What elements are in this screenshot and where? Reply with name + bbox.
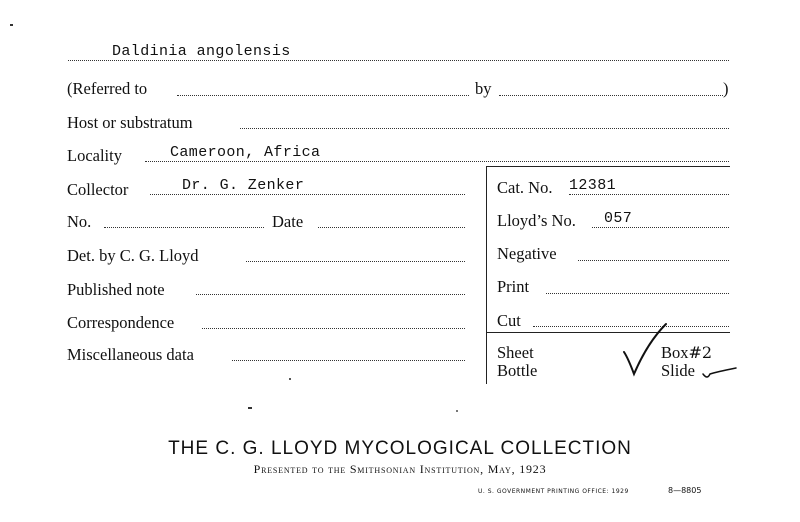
box-left-rule xyxy=(486,166,487,384)
no-line xyxy=(104,227,264,228)
locality-line xyxy=(145,161,729,162)
published-label: Published note xyxy=(67,280,165,299)
collector-label: Collector xyxy=(67,180,129,199)
cat-line xyxy=(569,194,729,195)
negative-label: Negative xyxy=(497,244,557,263)
species-line xyxy=(68,60,729,61)
slide-label: Slide xyxy=(661,361,695,380)
date-label: Date xyxy=(272,212,304,231)
collector-value: Dr. G. Zenker xyxy=(182,177,305,194)
collector-line xyxy=(150,194,465,195)
by-line xyxy=(499,95,723,96)
no-label: No. xyxy=(67,212,92,231)
referred-to-line xyxy=(177,95,469,96)
print-line xyxy=(546,293,729,294)
scan-speck xyxy=(10,24,13,26)
lloyd-value: 057 xyxy=(604,210,633,227)
misc-label: Miscellaneous data xyxy=(67,345,194,364)
form-number: 8—8805 xyxy=(668,486,702,495)
box-label-text: Box xyxy=(661,343,689,362)
cat-label: Cat. No. xyxy=(497,178,553,197)
correspondence-line xyxy=(202,328,465,329)
collection-title: THE C. G. LLOYD MYCOLOGICAL COLLECTION xyxy=(168,438,632,459)
scan-speck xyxy=(248,407,252,409)
lloyd-label: Lloyd’s No. xyxy=(497,211,576,230)
bottle-label: Bottle xyxy=(497,361,538,380)
det-label: Det. by C. G. Lloyd xyxy=(67,246,199,265)
printer-note: U. S. GOVERNMENT PRINTING OFFICE: 1929 xyxy=(478,488,629,495)
box-cut-rule xyxy=(486,332,730,333)
species-name: Daldinia angolensis xyxy=(112,43,291,60)
close-paren: ) xyxy=(723,79,729,98)
date-line xyxy=(318,227,465,228)
scan-speck xyxy=(289,378,291,380)
misc-line xyxy=(232,360,465,361)
host-line xyxy=(240,128,729,129)
checkmark-icon xyxy=(620,322,670,378)
det-line xyxy=(246,261,465,262)
scan-speck xyxy=(456,410,458,412)
print-label: Print xyxy=(497,277,530,296)
referred-to-label: (Referred to xyxy=(67,79,148,98)
negative-line xyxy=(578,260,729,261)
correspondence-label: Correspondence xyxy=(67,313,175,332)
by-label: by xyxy=(475,79,492,98)
lloyd-line xyxy=(592,227,729,228)
slide-check-icon xyxy=(700,362,740,382)
sheet-label: Sheet xyxy=(497,343,534,362)
collection-subtitle: Presented to the Smithsonian Institution, May, 1923 xyxy=(253,462,547,476)
locality-value: Cameroon, Africa xyxy=(170,144,321,161)
published-line xyxy=(196,294,465,295)
host-label: Host or substratum xyxy=(67,113,193,132)
locality-label: Locality xyxy=(67,146,122,165)
cut-label: Cut xyxy=(497,311,521,330)
box-top-rule xyxy=(486,166,730,167)
box-value: #2 xyxy=(688,343,713,362)
cat-value: 12381 xyxy=(569,177,617,194)
